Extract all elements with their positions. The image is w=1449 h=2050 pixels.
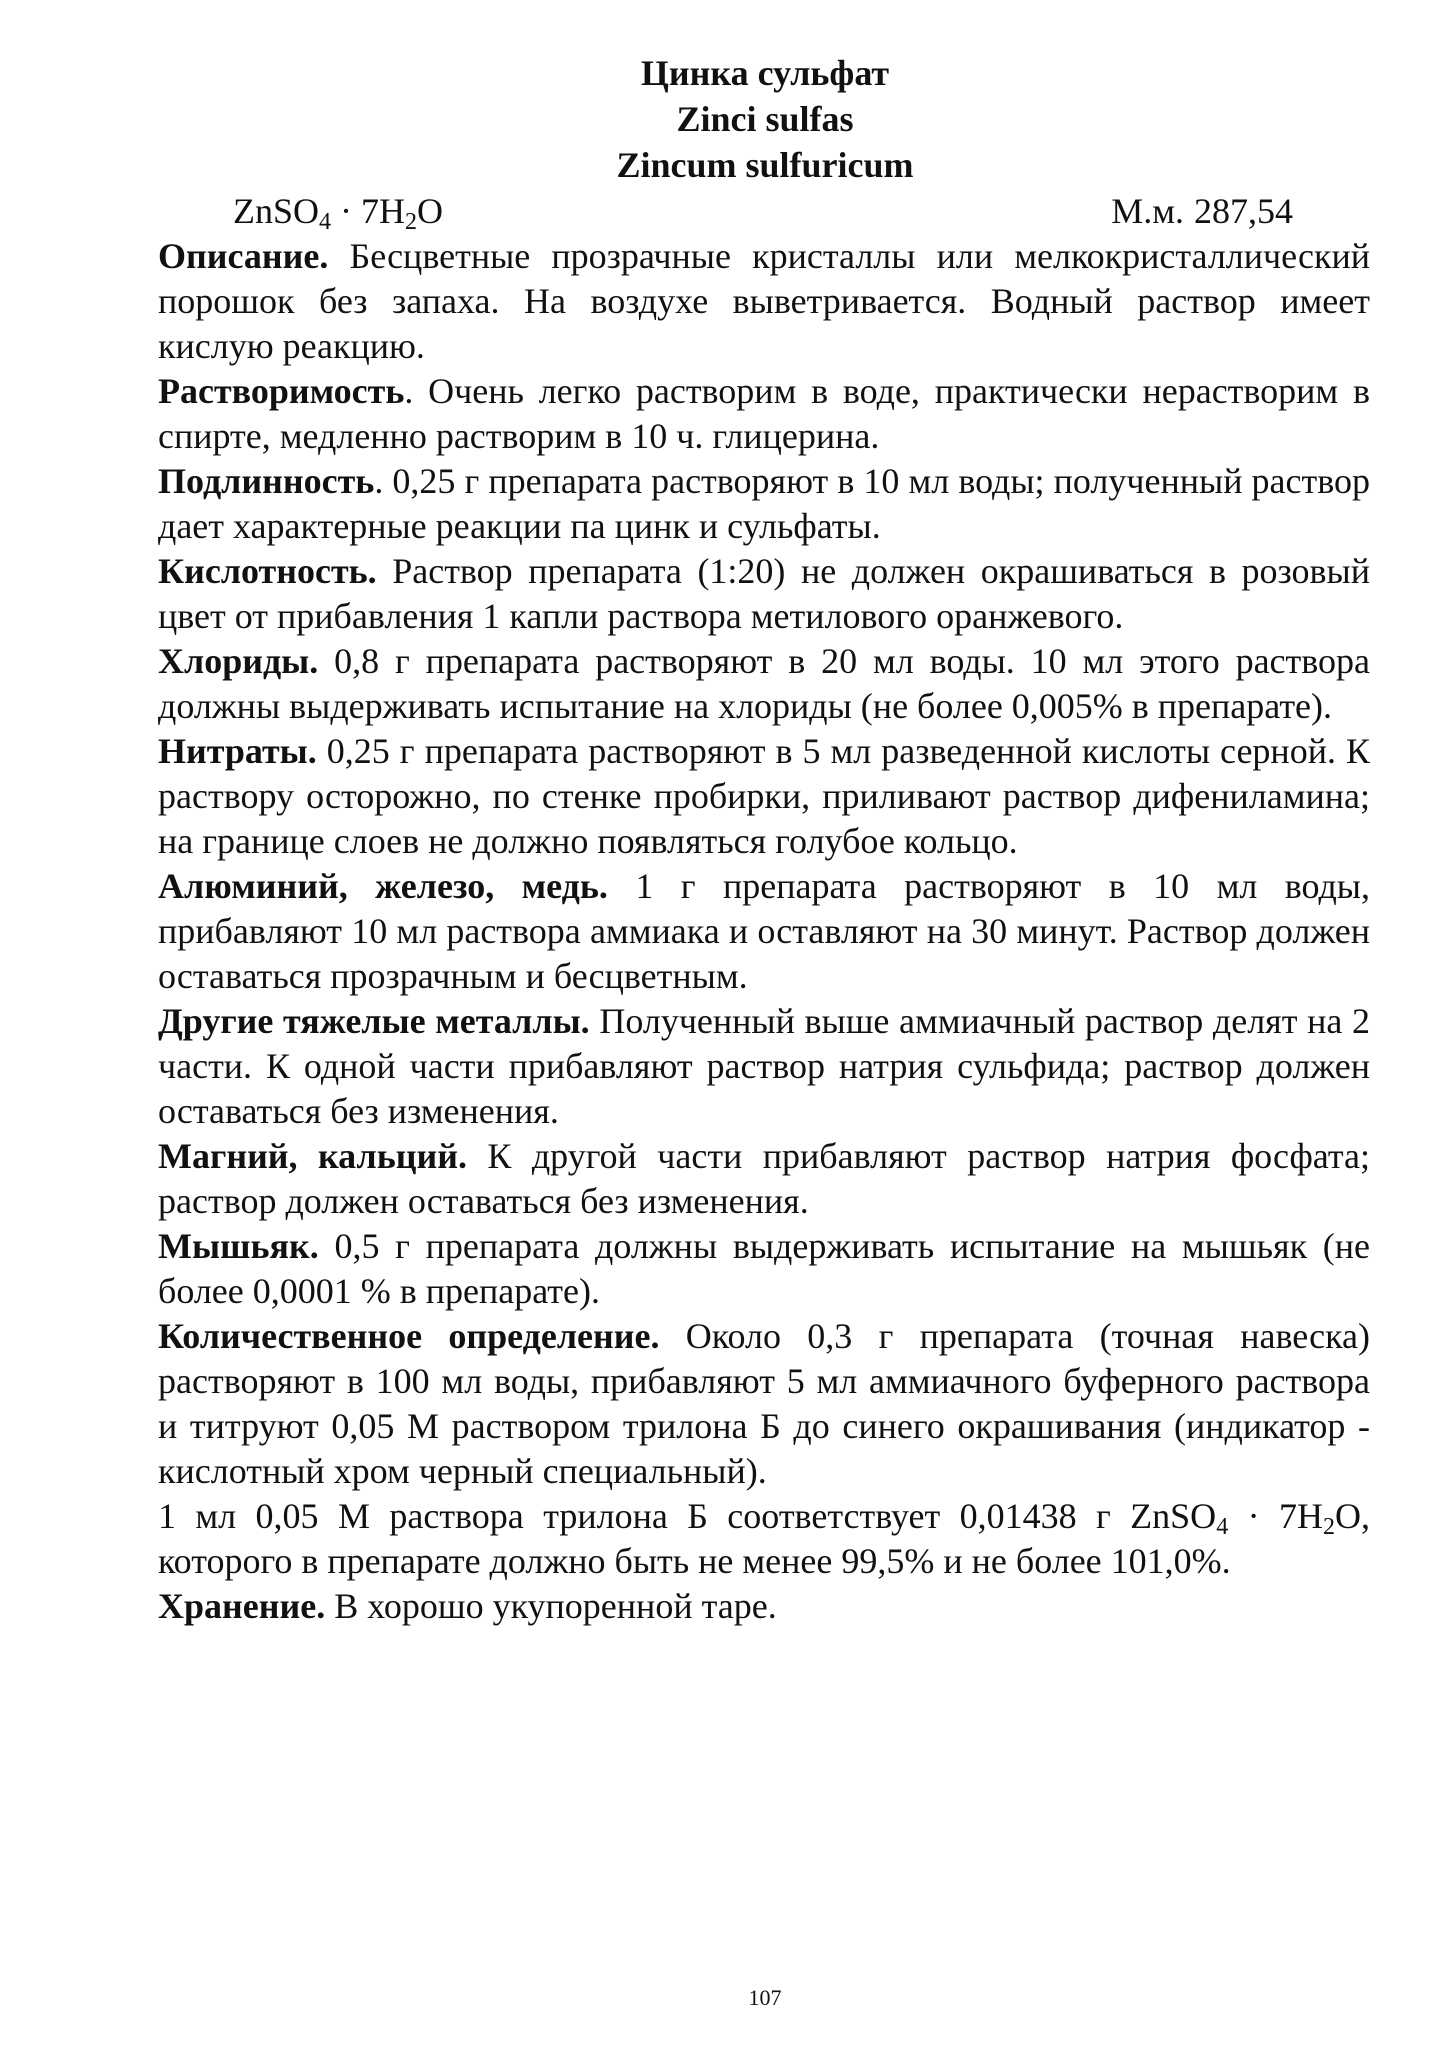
section-text: Раствор препарата (1:20) не должен окрашиваться в розовый цвет от прибавления 1 капли раствора метилового оранжевого. — [158, 551, 1370, 636]
mass-value: 287,54 — [1194, 191, 1293, 231]
section-text: Около 0,3 г препарата (точная навеска) растворяют в 100 мл воды, прибавляют 5 мл аммиачного буферного раствора и титруют 0,05 М раствором трилона Б до синего окрашивания (индикатор - кислотный хром черный специальный). — [158, 1316, 1371, 1491]
molecular-mass — [1111, 188, 1293, 234]
title-russian: Цинка сульфат — [640, 53, 890, 93]
formula-middle: · 7H — [331, 191, 406, 231]
section-text: К другой части прибавляют раствор натрия фосфата; раствор должен оставаться без изменения. — [158, 1136, 1370, 1221]
section-aluminium-iron-copper — [158, 864, 1370, 999]
section-heading: Описание. — [158, 236, 329, 276]
section-heading: Мышьяк. — [158, 1226, 319, 1266]
title-latin-2: Zincum sulfuricum — [616, 145, 914, 185]
section-magnesium-calcium — [158, 1134, 1370, 1224]
section-text: 0,25 г препарата растворяют в 5 мл разведенной кислоты серной. К раствору осторожно, по стенке пробирки, приливают раствор дифениламина; на границе слоев не должно появляться голубое кольцо. — [158, 731, 1370, 861]
section-acidity — [158, 549, 1370, 639]
equivalence-part3: O, которого в препарате должно быть не менее 99,5% и не более 101,0%. — [158, 1496, 1370, 1581]
section-storage — [158, 1584, 1370, 1629]
section-text: . 0,25 г препарата растворяют в 10 мл воды; полученный раствор дает характерные реакции па цинк и сульфаты. — [158, 461, 1370, 546]
equivalence-part1: 1 мл 0,05 М раствора трилона Б соответствует 0,01438 г ZnSO — [158, 1496, 1217, 1536]
section-text: Полученный выше аммиачный раствор делят на 2 части. К одной части прибавляют раствор натрия сульфида; раствор должен оставаться без изменения. — [158, 1001, 1370, 1131]
section-chlorides — [158, 639, 1370, 729]
section-heading: Кислотность. — [158, 551, 377, 591]
formula-row — [233, 188, 1293, 234]
section-nitrates — [158, 729, 1370, 864]
section-identification — [158, 459, 1370, 549]
section-heavy-metals — [158, 999, 1370, 1134]
mass-label: М.м. — [1111, 191, 1184, 231]
formula-suffix: O — [417, 191, 444, 231]
formula-sub1: 4 — [319, 209, 332, 235]
section-heading: Подлинность — [158, 461, 375, 501]
section-text: 0,8 г препарата растворяют в 20 мл воды. 10 мл этого раствора должны выдерживать испытание на хлориды (не более 0,005% в препарате). — [158, 641, 1370, 726]
equivalence-sub1: 4 — [1216, 1514, 1229, 1540]
section-heading: Алюминий, железо, медь. — [158, 866, 608, 906]
section-heading: Хлориды. — [158, 641, 319, 681]
section-heading: Магний, кальций. — [158, 1136, 467, 1176]
formula-prefix: ZnSO — [233, 191, 320, 231]
equivalence-sub2: 2 — [1322, 1514, 1335, 1540]
section-arsenic — [158, 1224, 1370, 1314]
title-block — [0, 50, 1449, 188]
section-text: 1 г препарата растворяют в 10 мл воды, прибавляют 10 мл раствора аммиака и оставляют на 30 минут. Раствор должен оставаться прозрачным и бесцветным. — [158, 866, 1370, 996]
section-heading: Другие тяжелые металлы. — [158, 1001, 590, 1041]
monograph-body — [158, 234, 1370, 1629]
chemical-formula — [233, 188, 443, 234]
section-solubility — [158, 369, 1370, 459]
equivalence-statement — [158, 1494, 1370, 1584]
section-assay — [158, 1314, 1370, 1494]
page-number: 107 — [748, 1985, 782, 2010]
section-text: Бесцветные прозрачные кристаллы или мелкокристаллический порошок без запаха. На воздухе выветривается. Водный раствор имеет кислую реакцию. — [158, 236, 1370, 366]
section-text: В хорошо укупоренной таре. — [325, 1586, 777, 1626]
section-description — [158, 234, 1370, 369]
section-heading: Растворимость — [158, 371, 405, 411]
equivalence-part2: · 7H — [1228, 1496, 1323, 1536]
section-text: 0,5 г препарата должны выдерживать испытание на мышьяк (не более 0,0001 % в препарате). — [158, 1226, 1370, 1311]
formula-sub2: 2 — [405, 209, 418, 235]
title-latin-1: Zinci sulfas — [676, 99, 854, 139]
section-heading: Хранение. — [158, 1586, 326, 1626]
section-text: . Очень легко растворим в воде, практически нерастворим в спирте, медленно растворим в 10 ч. глицерина. — [158, 371, 1370, 456]
section-heading: Количественное определение. — [158, 1316, 660, 1356]
section-heading: Нитраты. — [158, 731, 317, 771]
